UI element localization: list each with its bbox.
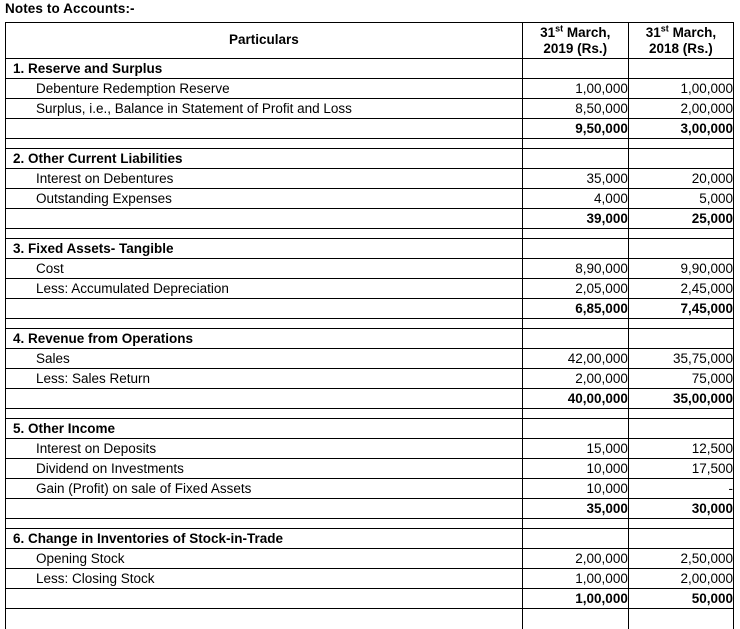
spacer-cell-particulars xyxy=(6,229,523,239)
section-total-value-2019: 1,00,000 xyxy=(522,589,628,609)
table-row xyxy=(6,79,734,99)
item-value-2019: 2,00,000 xyxy=(522,549,628,569)
section-heading-label: 1. Reserve and Surplus xyxy=(6,59,523,79)
item-value-2019: 1,00,000 xyxy=(522,569,628,589)
trailing-cell-2018 xyxy=(628,609,733,629)
item-label: Gain (Profit) on sale of Fixed Assets xyxy=(6,479,523,499)
section-total-row xyxy=(6,119,734,139)
section-total-value-2019: 6,85,000 xyxy=(522,299,628,319)
spacer-cell-2019 xyxy=(522,139,628,149)
item-label: Cost xyxy=(6,259,523,279)
notes-to-accounts-table xyxy=(5,22,734,629)
table-row xyxy=(6,169,734,189)
section-total-value-2019: 9,50,000 xyxy=(522,119,628,139)
section-total-label xyxy=(6,389,523,409)
item-value-2018: 2,50,000 xyxy=(628,549,733,569)
section-heading-label: 6. Change in Inventories of Stock-in-Trade xyxy=(6,529,523,549)
spacer-cell-particulars xyxy=(6,319,523,329)
section-spacer-row xyxy=(6,229,734,239)
item-label: Sales xyxy=(6,349,523,369)
item-value-2019: 35,000 xyxy=(522,169,628,189)
section-total-row xyxy=(6,389,734,409)
section-heading-value-2018 xyxy=(628,329,733,349)
item-label: Dividend on Investments xyxy=(6,459,523,479)
column-header-particulars: Particulars xyxy=(6,23,523,59)
section-total-value-2018: 35,00,000 xyxy=(628,389,733,409)
section-heading-value-2019 xyxy=(522,529,628,549)
spacer-cell-particulars xyxy=(6,519,523,529)
table-row xyxy=(6,439,734,459)
page-title: Notes to Accounts:- xyxy=(5,1,135,16)
trailing-cell-particulars xyxy=(6,609,523,629)
section-total-label xyxy=(6,589,523,609)
item-value-2019: 15,000 xyxy=(522,439,628,459)
item-value-2018: 12,500 xyxy=(628,439,733,459)
section-heading-row xyxy=(6,529,734,549)
table-row xyxy=(6,99,734,119)
year-2019-line1 xyxy=(540,25,610,40)
section-heading-value-2019 xyxy=(522,239,628,259)
section-total-row xyxy=(6,299,734,319)
section-heading-value-2018 xyxy=(628,149,733,169)
section-total-row xyxy=(6,589,734,609)
table-trailing-empty-row xyxy=(6,609,734,629)
section-heading-row xyxy=(6,419,734,439)
section-spacer-row xyxy=(6,519,734,529)
item-value-2019: 2,05,000 xyxy=(522,279,628,299)
section-total-row xyxy=(6,499,734,519)
item-value-2018: 5,000 xyxy=(628,189,733,209)
section-total-label xyxy=(6,299,523,319)
item-label: Less: Closing Stock xyxy=(6,569,523,589)
section-total-value-2018: 30,000 xyxy=(628,499,733,519)
table-row xyxy=(6,549,734,569)
item-value-2018: 35,75,000 xyxy=(628,349,733,369)
item-label: Surplus, i.e., Balance in Statement of Profit and Loss xyxy=(6,99,523,119)
item-value-2018: 75,000 xyxy=(628,369,733,389)
table-row xyxy=(6,479,734,499)
item-value-2018: 1,00,000 xyxy=(628,79,733,99)
section-heading-row xyxy=(6,239,734,259)
year-2018-month: March, xyxy=(669,25,716,40)
item-value-2018: 9,90,000 xyxy=(628,259,733,279)
year-2018-ordinal-suffix: st xyxy=(661,23,669,33)
spacer-cell-2018 xyxy=(628,409,733,419)
spacer-cell-2019 xyxy=(522,409,628,419)
section-total-value-2019: 39,000 xyxy=(522,209,628,229)
item-value-2019: 4,000 xyxy=(522,189,628,209)
item-label: Less: Sales Return xyxy=(6,369,523,389)
year-2019-prefix: 31 xyxy=(540,25,555,40)
spacer-cell-2018 xyxy=(628,139,733,149)
table-header xyxy=(6,23,734,59)
spacer-cell-2019 xyxy=(522,519,628,529)
table-row xyxy=(6,569,734,589)
section-spacer-row xyxy=(6,409,734,419)
item-value-2019: 2,00,000 xyxy=(522,369,628,389)
section-heading-value-2018 xyxy=(628,529,733,549)
item-value-2019: 8,90,000 xyxy=(522,259,628,279)
section-heading-row xyxy=(6,59,734,79)
table-row xyxy=(6,349,734,369)
item-value-2018: 2,00,000 xyxy=(628,569,733,589)
section-total-label xyxy=(6,119,523,139)
section-total-value-2019: 40,00,000 xyxy=(522,389,628,409)
section-heading-value-2019 xyxy=(522,149,628,169)
section-heading-value-2019 xyxy=(522,419,628,439)
item-label: Interest on Deposits xyxy=(6,439,523,459)
spacer-cell-particulars xyxy=(6,409,523,419)
section-total-value-2018: 50,000 xyxy=(628,589,733,609)
item-value-2019: 42,00,000 xyxy=(522,349,628,369)
section-heading-value-2018 xyxy=(628,239,733,259)
section-heading-row xyxy=(6,329,734,349)
item-value-2019: 1,00,000 xyxy=(522,79,628,99)
section-heading-label: 4. Revenue from Operations xyxy=(6,329,523,349)
section-spacer-row xyxy=(6,319,734,329)
item-value-2019: 8,50,000 xyxy=(522,99,628,119)
item-value-2018: 17,500 xyxy=(628,459,733,479)
section-total-value-2018: 25,000 xyxy=(628,209,733,229)
section-heading-label: 5. Other Income xyxy=(6,419,523,439)
item-value-2018: 2,45,000 xyxy=(628,279,733,299)
column-header-year-2018 xyxy=(628,23,733,59)
section-heading-value-2019 xyxy=(522,59,628,79)
item-value-2018: - xyxy=(628,479,733,499)
section-heading-label: 3. Fixed Assets- Tangible xyxy=(6,239,523,259)
item-value-2018: 2,00,000 xyxy=(628,99,733,119)
section-total-value-2018: 7,45,000 xyxy=(628,299,733,319)
item-label: Outstanding Expenses xyxy=(6,189,523,209)
section-heading-value-2018 xyxy=(628,59,733,79)
item-label: Interest on Debentures xyxy=(6,169,523,189)
section-total-label xyxy=(6,499,523,519)
item-label: Less: Accumulated Depreciation xyxy=(6,279,523,299)
table-row xyxy=(6,279,734,299)
year-2018-line1 xyxy=(646,25,716,40)
section-heading-value-2018 xyxy=(628,419,733,439)
section-heading-label: 2. Other Current Liabilities xyxy=(6,149,523,169)
year-2019-line2: 2019 (Rs.) xyxy=(543,41,607,56)
item-value-2018: 20,000 xyxy=(628,169,733,189)
year-2019-month: March, xyxy=(563,25,610,40)
year-2019-ordinal-suffix: st xyxy=(555,23,563,33)
section-total-row xyxy=(6,209,734,229)
table-body xyxy=(6,59,734,629)
section-total-value-2019: 35,000 xyxy=(522,499,628,519)
item-label: Opening Stock xyxy=(6,549,523,569)
table-row xyxy=(6,259,734,279)
table-row xyxy=(6,369,734,389)
spacer-cell-2018 xyxy=(628,519,733,529)
table-header-row xyxy=(6,23,734,59)
spacer-cell-particulars xyxy=(6,139,523,149)
section-heading-row xyxy=(6,149,734,169)
section-total-value-2018: 3,00,000 xyxy=(628,119,733,139)
spacer-cell-2019 xyxy=(522,229,628,239)
item-value-2019: 10,000 xyxy=(522,459,628,479)
trailing-cell-2019 xyxy=(522,609,628,629)
item-label: Debenture Redemption Reserve xyxy=(6,79,523,99)
year-2018-line2: 2018 (Rs.) xyxy=(649,41,713,56)
spacer-cell-2019 xyxy=(522,319,628,329)
table-row xyxy=(6,459,734,479)
item-value-2019: 10,000 xyxy=(522,479,628,499)
table-row xyxy=(6,189,734,209)
spacer-cell-2018 xyxy=(628,229,733,239)
column-header-year-2019 xyxy=(522,23,628,59)
year-2018-prefix: 31 xyxy=(646,25,661,40)
spacer-cell-2018 xyxy=(628,319,733,329)
section-total-label xyxy=(6,209,523,229)
section-spacer-row xyxy=(6,139,734,149)
section-heading-value-2019 xyxy=(522,329,628,349)
